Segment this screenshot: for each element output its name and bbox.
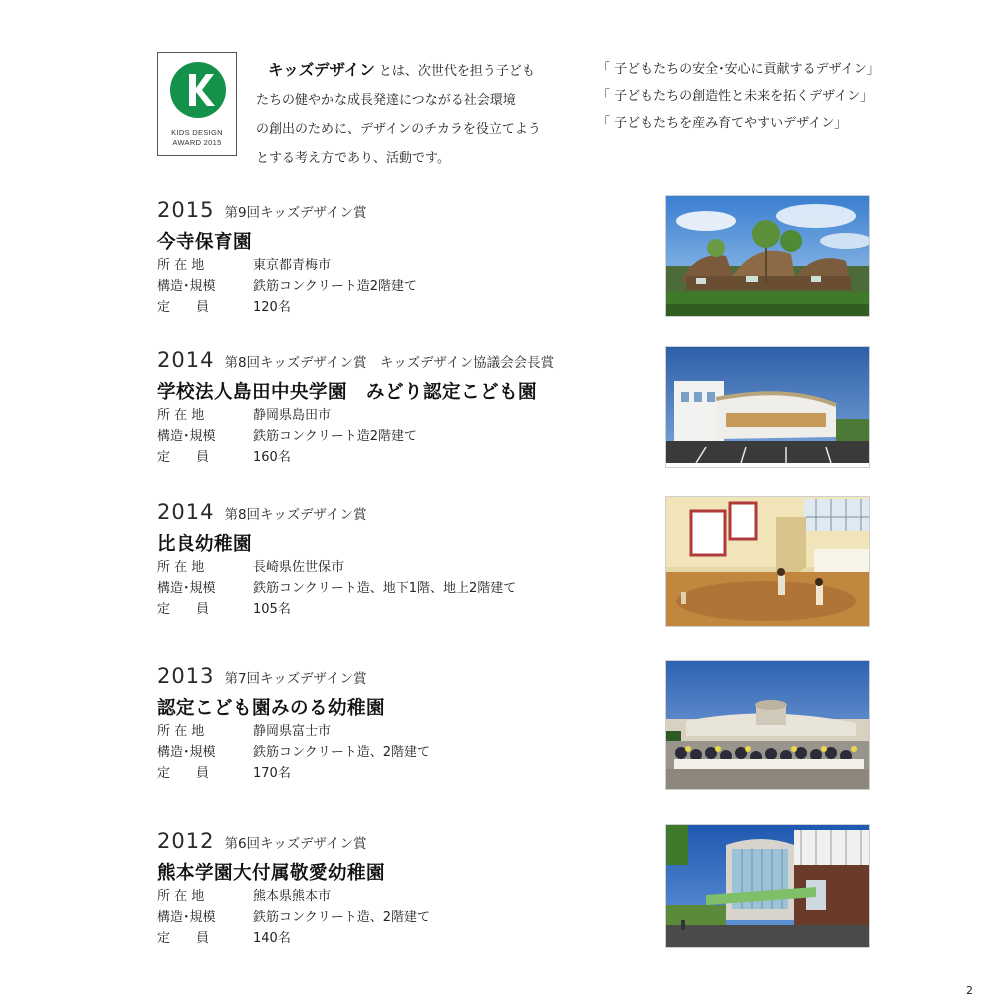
- capacity-value: 120名: [253, 300, 291, 315]
- entry-name: 比良幼稚園: [157, 534, 253, 555]
- location-label: 所 在 地: [157, 258, 205, 273]
- structure-label: 構造･規模: [157, 910, 216, 925]
- principle-item: 「 子どもたちの創造性と未来を拓くデザイン」: [597, 89, 874, 104]
- award-entry-2013: [157, 664, 657, 783]
- entry-year: 2013: [157, 664, 215, 688]
- location-label: 所 在 地: [157, 560, 205, 575]
- intro-line-1-rest: とは、次世代を担う子ども: [374, 64, 535, 79]
- capacity-label: 定 員: [157, 602, 210, 617]
- location-value: 東京都青梅市: [253, 258, 332, 273]
- structure-label: 構造･規模: [157, 429, 216, 444]
- photo-imadera-nursery: [665, 195, 870, 317]
- structure-label: 構造･規模: [157, 581, 216, 596]
- structure-value: 鉄筋コンクリート造、2階建て: [253, 745, 431, 760]
- capacity-label: 定 員: [157, 300, 210, 315]
- structure-label: 構造･規模: [157, 279, 216, 294]
- award-entry-2012: [157, 829, 657, 948]
- entry-award: 第8回キッズデザイン賞: [224, 507, 367, 523]
- location-value: 静岡県島田市: [253, 408, 332, 423]
- capacity-value: 170名: [253, 766, 291, 781]
- location-label: 所 在 地: [157, 408, 205, 423]
- page-number: 2: [966, 984, 973, 997]
- kids-design-award-logo: [157, 52, 237, 156]
- photo-midori-kodomoen: [665, 346, 870, 468]
- capacity-value: 105名: [253, 602, 291, 617]
- intro-text: [256, 56, 556, 173]
- structure-value: 鉄筋コンクリート造、地下1階、地上2階建て: [253, 581, 517, 596]
- photo-minoru-kindergarten: [665, 660, 870, 790]
- location-label: 所 在 地: [157, 889, 205, 904]
- structure-value: 鉄筋コンクリート造2階建て: [253, 429, 418, 444]
- intro-keyword: キッズデザイン: [268, 61, 375, 79]
- intro-line-3: の創出のために、デザインのチカラを役立てよう: [256, 122, 541, 137]
- location-value: 静岡県富士市: [253, 724, 332, 739]
- capacity-label: 定 員: [157, 766, 210, 781]
- award-entry-2014-hira: [157, 500, 657, 619]
- entry-name: 熊本学園大付属敬愛幼稚園: [157, 863, 386, 884]
- entry-year: 2015: [157, 198, 215, 222]
- entry-year: 2014: [157, 500, 215, 524]
- location-value: 長崎県佐世保市: [253, 560, 345, 575]
- structure-value: 鉄筋コンクリート造2階建て: [253, 279, 418, 294]
- entry-award: 第7回キッズデザイン賞: [224, 671, 367, 687]
- capacity-value: 140名: [253, 931, 291, 946]
- design-principles: [597, 56, 880, 137]
- structure-value: 鉄筋コンクリート造、2階建て: [253, 910, 431, 925]
- award-entry-2015: [157, 198, 657, 317]
- entry-name: 今寺保育園: [157, 232, 253, 253]
- structure-label: 構造･規模: [157, 745, 216, 760]
- award-entry-2014-midori: [157, 348, 657, 467]
- intro-line-4: とする考え方であり、活動です。: [256, 151, 450, 166]
- entry-award: 第9回キッズデザイン賞: [224, 205, 367, 221]
- entry-award: 第8回キッズデザイン賞 キッズデザイン協議会会長賞: [224, 355, 555, 371]
- location-label: 所 在 地: [157, 724, 205, 739]
- capacity-label: 定 員: [157, 931, 210, 946]
- location-value: 熊本県熊本市: [253, 889, 332, 904]
- entry-name: 学校法人島田中央学園 みどり認定こども園: [157, 382, 538, 403]
- principle-item: 「 子どもたちを産み育てやすいデザイン」: [597, 116, 848, 131]
- intro-line-2: たちの健やかな成長発達につながる社会環境: [256, 93, 516, 108]
- entry-year: 2014: [157, 348, 215, 372]
- entry-name: 認定こども園みのる幼稚園: [157, 698, 386, 719]
- intro-line-1: [256, 56, 556, 86]
- capacity-value: 160名: [253, 450, 291, 465]
- principle-item: 「 子どもたちの安全･安心に貢献するデザイン」: [597, 62, 880, 77]
- photo-hira-kindergarten: [665, 496, 870, 627]
- entry-year: 2012: [157, 829, 215, 853]
- entry-award: 第6回キッズデザイン賞: [224, 836, 367, 852]
- capacity-label: 定 員: [157, 450, 210, 465]
- photo-keiai-kindergarten: [665, 824, 870, 948]
- logo-line-2: AWARD 2015: [172, 138, 222, 147]
- kids-design-k-icon: [169, 61, 227, 119]
- logo-line-1: KIDS DESIGN: [171, 128, 223, 137]
